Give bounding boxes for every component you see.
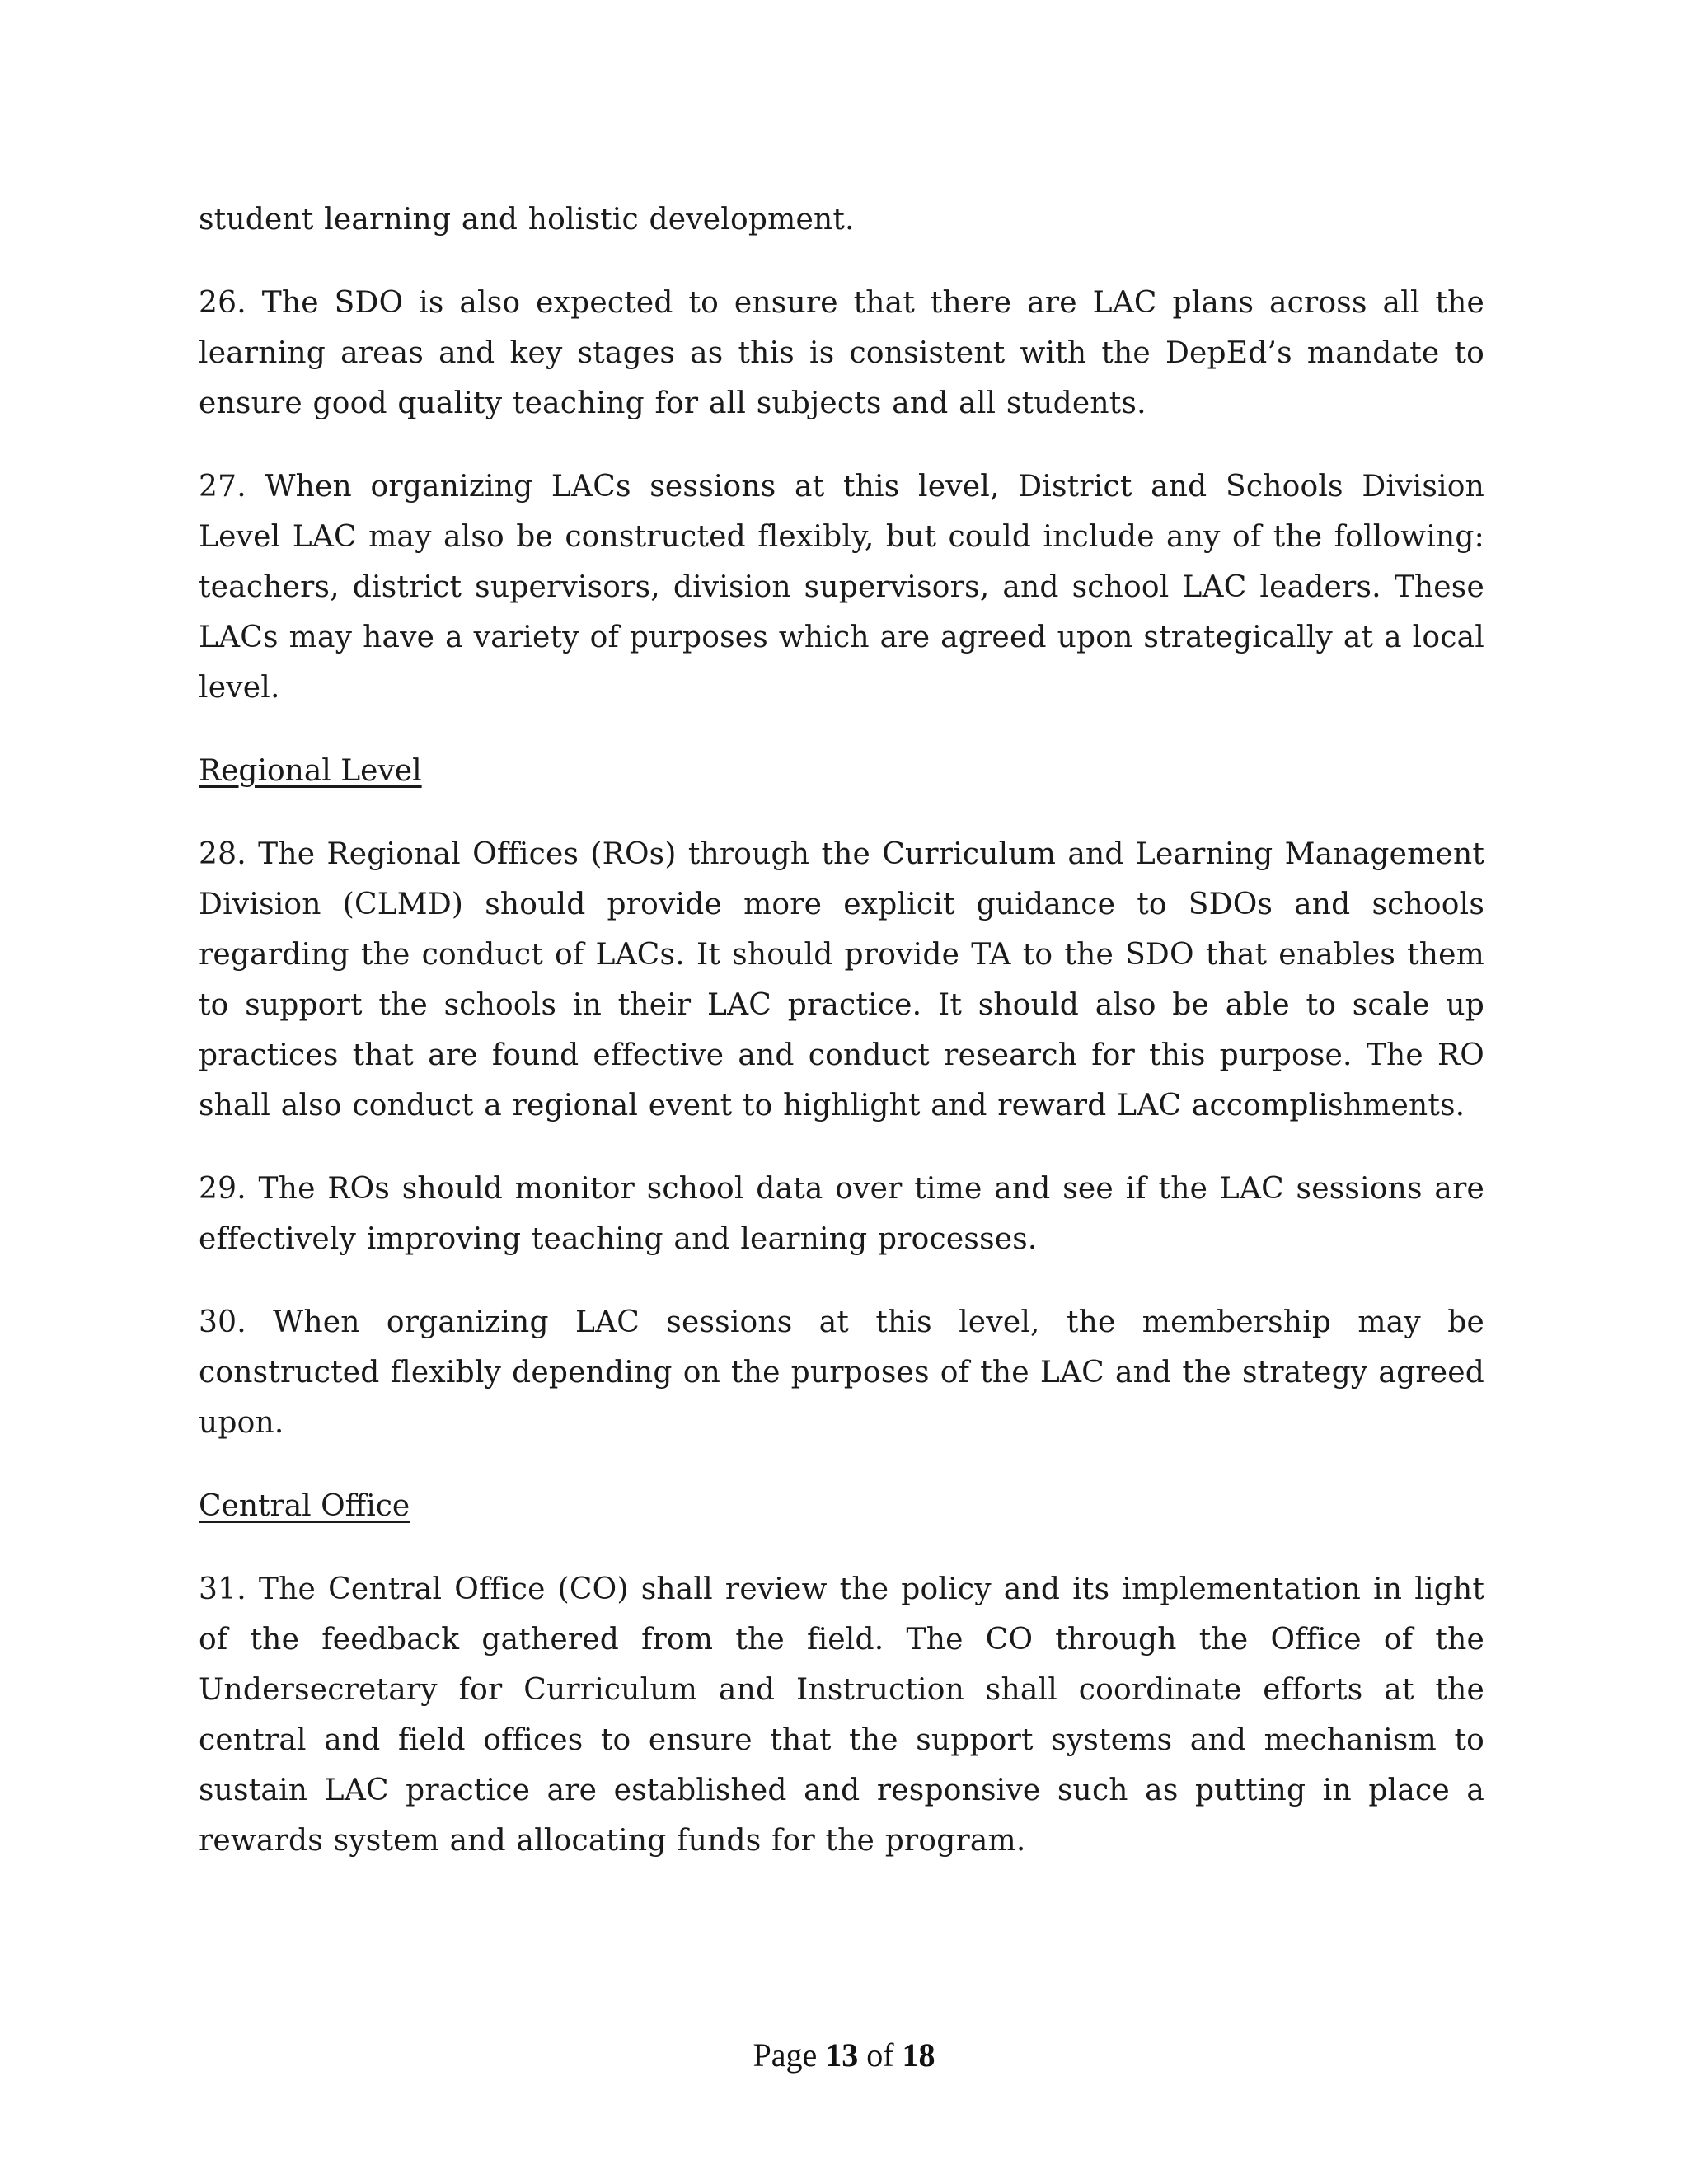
page-label: Page — [753, 2036, 818, 2074]
of-label: of — [866, 2036, 894, 2074]
paragraph-27: 27. When organizing LACs sessions at this level, District and Schools Division Level LAC may also be constructed flexibly, but could include any of the following: teachers, district supervisors, division supervisors, and school LAC leaders. These LACs may have a variety of purposes which are agreed upon strategically at a local level. — [199, 470, 1484, 705]
paragraph-29: 29. The ROs should monitor school data over time and see if the LAC sessions are effectively improving teaching and learning processes. — [199, 1172, 1484, 1256]
section-heading-central-office: Central Office — [199, 1489, 410, 1523]
paragraph-continuation: student learning and holistic development. — [199, 203, 855, 237]
paragraph-30: 30. When organizing LAC sessions at this level, the membership may be constructed flexibly depending on the purposes of the LAC and the strategy agreed upon. — [199, 1305, 1484, 1440]
section-heading-regional-level: Regional Level — [199, 754, 422, 788]
paragraph-26: 26. The SDO is also expected to ensure that there are LAC plans across all the learning areas and key stages as this is consistent with the DepEd’s mandate to ensure good quality teaching for all subjects and all students. — [199, 286, 1484, 420]
current-page-number: 13 — [825, 2036, 859, 2074]
document-body — [199, 194, 1484, 1899]
paragraph-31: 31. The Central Office (CO) shall review the policy and its implementation in light of the feedback gathered from the field. The CO through the Office of the Undersecretary for Curriculum and Instruction shall coordinate efforts at the central and field offices to ensure that the support systems and mechanism to sustain LAC practice are established and responsive such as putting in place a rewards system and allocating funds for the program. — [199, 1572, 1484, 1858]
page-footer — [0, 2036, 1688, 2074]
total-pages-number: 18 — [902, 2036, 935, 2074]
paragraph-28: 28. The Regional Offices (ROs) through the Curriculum and Learning Management Division (CLMD) should provide more explicit guidance to SDOs and schools regarding the conduct of LACs. It should provide TA to the SDO that enables them to support the schools in their LAC practice. It should also be able to scale up practices that are found effective and conduct research for this purpose. The RO shall also conduct a regional event to highlight and reward LAC accomplishments. — [199, 837, 1484, 1122]
